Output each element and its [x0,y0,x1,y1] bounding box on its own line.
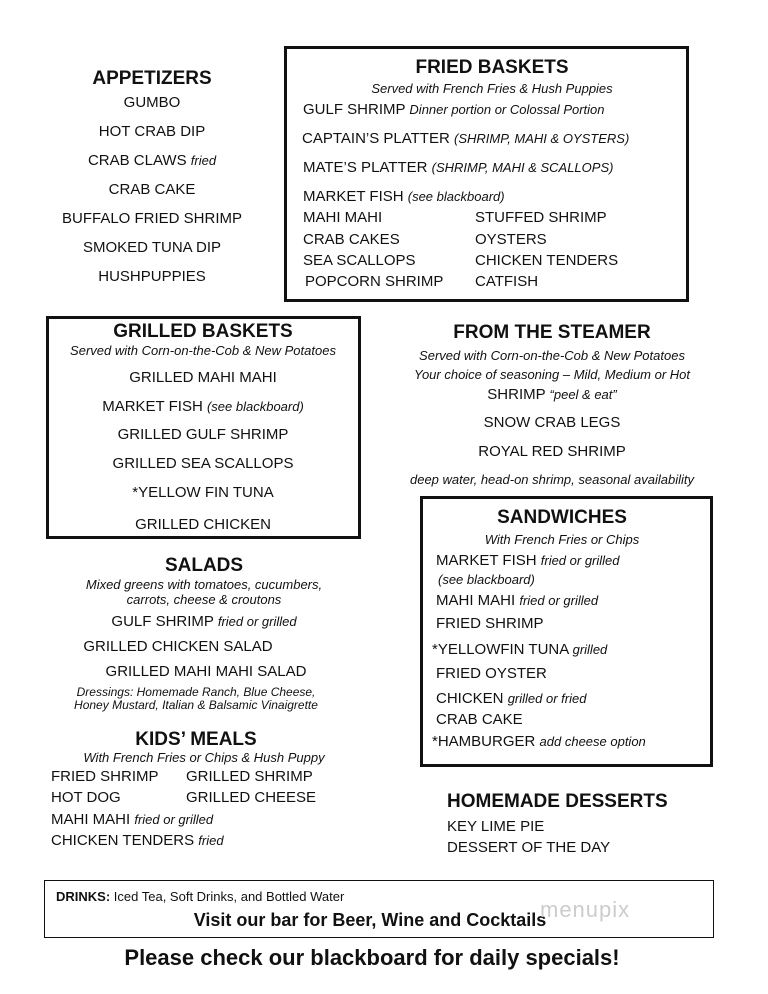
menu-item: GRILLED CHICKEN [135,516,271,533]
salads-dressings: Honey Mustard, Italian & Balsamic Vinaigrette [74,698,318,712]
item-name: CHICKEN [436,690,504,707]
menu-item [302,130,629,148]
item-note: (see blackboard) [206,399,304,414]
menu-item [102,398,304,416]
steamer-seasoning: Your choice of seasoning – Mild, Medium or Hot [413,367,691,382]
menu-item: FRIED OYSTER [436,665,547,682]
menu-item [51,811,213,829]
menu-item [51,832,224,850]
menu-item: CATFISH [475,273,539,290]
menu-item: CRAB CAKE [108,181,196,198]
salads-description: Mixed greens with tomatoes, cucumbers, [85,577,323,592]
item-note: fried or grilled [134,812,214,827]
menu-item: CHICKEN TENDERS [475,252,619,269]
menu-item: MAHI MAHI [303,209,383,226]
item-name: *HAMBURGER [432,733,536,750]
menu-item: OYSTERS [475,231,547,248]
menu-item: GRILLED SHRIMP [186,768,313,785]
grilled-baskets-title: GRILLED BASKETS [113,321,293,342]
menu-item [303,101,605,119]
sandwiches-subtitle: With French Fries or Chips [484,532,640,547]
desserts-title: HOMEMADE DESSERTS [447,791,668,812]
item-note: fried or grilled [519,593,599,608]
sandwiches-title: SANDWICHES [497,507,627,528]
drinks-label: DRINKS: [56,889,111,904]
menu-item: FRIED SHRIMP [51,768,159,785]
menu-item [111,613,296,631]
item-note: (see blackboard) [407,189,505,204]
menu-item: SEA SCALLOPS [303,252,416,269]
menu-item: GRILLED SEA SCALLOPS [112,455,294,472]
fried-baskets-title: FRIED BASKETS [415,57,569,78]
kids-subtitle: With French Fries or Chips & Hush Puppy [83,750,325,765]
menu-item: FRIED SHRIMP [436,615,544,632]
kids-title: KIDS’ MEALS [135,729,257,750]
item-note: (see blackboard) [438,572,535,587]
menu-item: STUFFED SHRIMP [475,209,607,226]
menu-item: SNOW CRAB LEGS [483,414,621,431]
salads-title: SALADS [164,555,244,576]
item-note: (SHRIMP, MAHI & OYSTERS) [453,131,630,146]
item-note: fried [198,833,224,848]
item-name: MAHI MAHI [436,592,516,609]
menu-item: *YELLOW FIN TUNA [132,484,274,501]
menu-item [303,159,613,177]
steamer-footnote: deep water, head-on shrimp, seasonal availability [409,472,695,487]
menu-item [432,641,607,659]
menu-item: HOT DOG [51,789,121,806]
menu-item [432,733,646,751]
item-name: MATE’S PLATTER [303,159,428,176]
item-name: MARKET FISH [436,552,537,569]
watermark: menupix [540,897,631,922]
item-note: fried or grilled [540,553,620,568]
grilled-baskets-subtitle: Served with Corn-on-the-Cob & New Potatoes [70,343,336,358]
item-note: Dinner portion or Colossal Portion [409,102,605,117]
drinks-line [56,888,344,906]
item-name: SHRIMP [487,386,546,403]
menu-item: GUMBO [123,94,181,111]
item-note: fried or grilled [217,614,297,629]
appetizers-title: APPETIZERS [92,68,212,89]
menu-item: DESSERT OF THE DAY [447,839,611,856]
item-note: add cheese option [539,734,646,749]
menu-item: CRAB CAKES [303,231,400,248]
salads-description: carrots, cheese & croutons [126,592,282,607]
menu-item [487,386,616,404]
item-note: fried [190,153,217,168]
menu-item: GRILLED GULF SHRIMP [117,426,289,443]
drinks-text: Iced Tea, Soft Drinks, and Bottled Water [113,889,345,904]
menu-item [303,188,505,206]
menu-item: GRILLED MAHI MAHI SALAD [105,663,307,680]
menu-item [436,552,620,570]
steamer-subtitle: Served with Corn-on-the-Cob & New Potatoes [419,348,685,363]
menu-item: KEY LIME PIE [447,818,545,835]
footer-note: Please check our blackboard for daily specials! [124,945,620,970]
menu-item: ROYAL RED SHRIMP [478,443,626,460]
menu-item: GRILLED CHEESE [186,789,317,806]
item-name: GULF SHRIMP [111,613,214,630]
item-name: CRAB CLAWS [87,152,187,169]
item-name: *YELLOWFIN TUNA [432,641,569,658]
menu-item: BUFFALO FRIED SHRIMP [61,210,243,227]
menu-item: HUSHPUPPIES [98,268,206,285]
item-name: MAHI MAHI [51,811,131,828]
menu-item [88,152,216,170]
item-name: CAPTAIN’S PLATTER [302,130,450,147]
steamer-title: FROM THE STEAMER [453,322,651,343]
item-note: grilled [572,642,608,657]
bar-note: Visit our bar for Beer, Wine and Cocktails [193,910,547,930]
item-name: GULF SHRIMP [303,101,406,118]
item-note: grilled or fried [507,691,587,706]
menu-item: SMOKED TUNA DIP [82,239,222,256]
menu-item: POPCORN SHRIMP [305,273,444,290]
menu-item: CRAB CAKE [436,711,523,728]
item-name: MARKET FISH [303,188,404,205]
menu-item [436,690,586,708]
menu-item: GRILLED MAHI MAHI [129,369,277,386]
menu-item [436,592,598,610]
item-name: CHICKEN TENDERS [51,832,195,849]
menu-item: HOT CRAB DIP [98,123,206,140]
item-note: “peel & eat” [549,387,617,402]
menu-item: GRILLED CHICKEN SALAD [83,638,273,655]
salads-dressings: Dressings: Homemade Ranch, Blue Cheese, [76,685,316,699]
fried-baskets-subtitle: Served with French Fries & Hush Puppies [371,81,613,96]
item-note: (SHRIMP, MAHI & SCALLOPS) [431,160,614,175]
item-name: MARKET FISH [102,398,203,415]
